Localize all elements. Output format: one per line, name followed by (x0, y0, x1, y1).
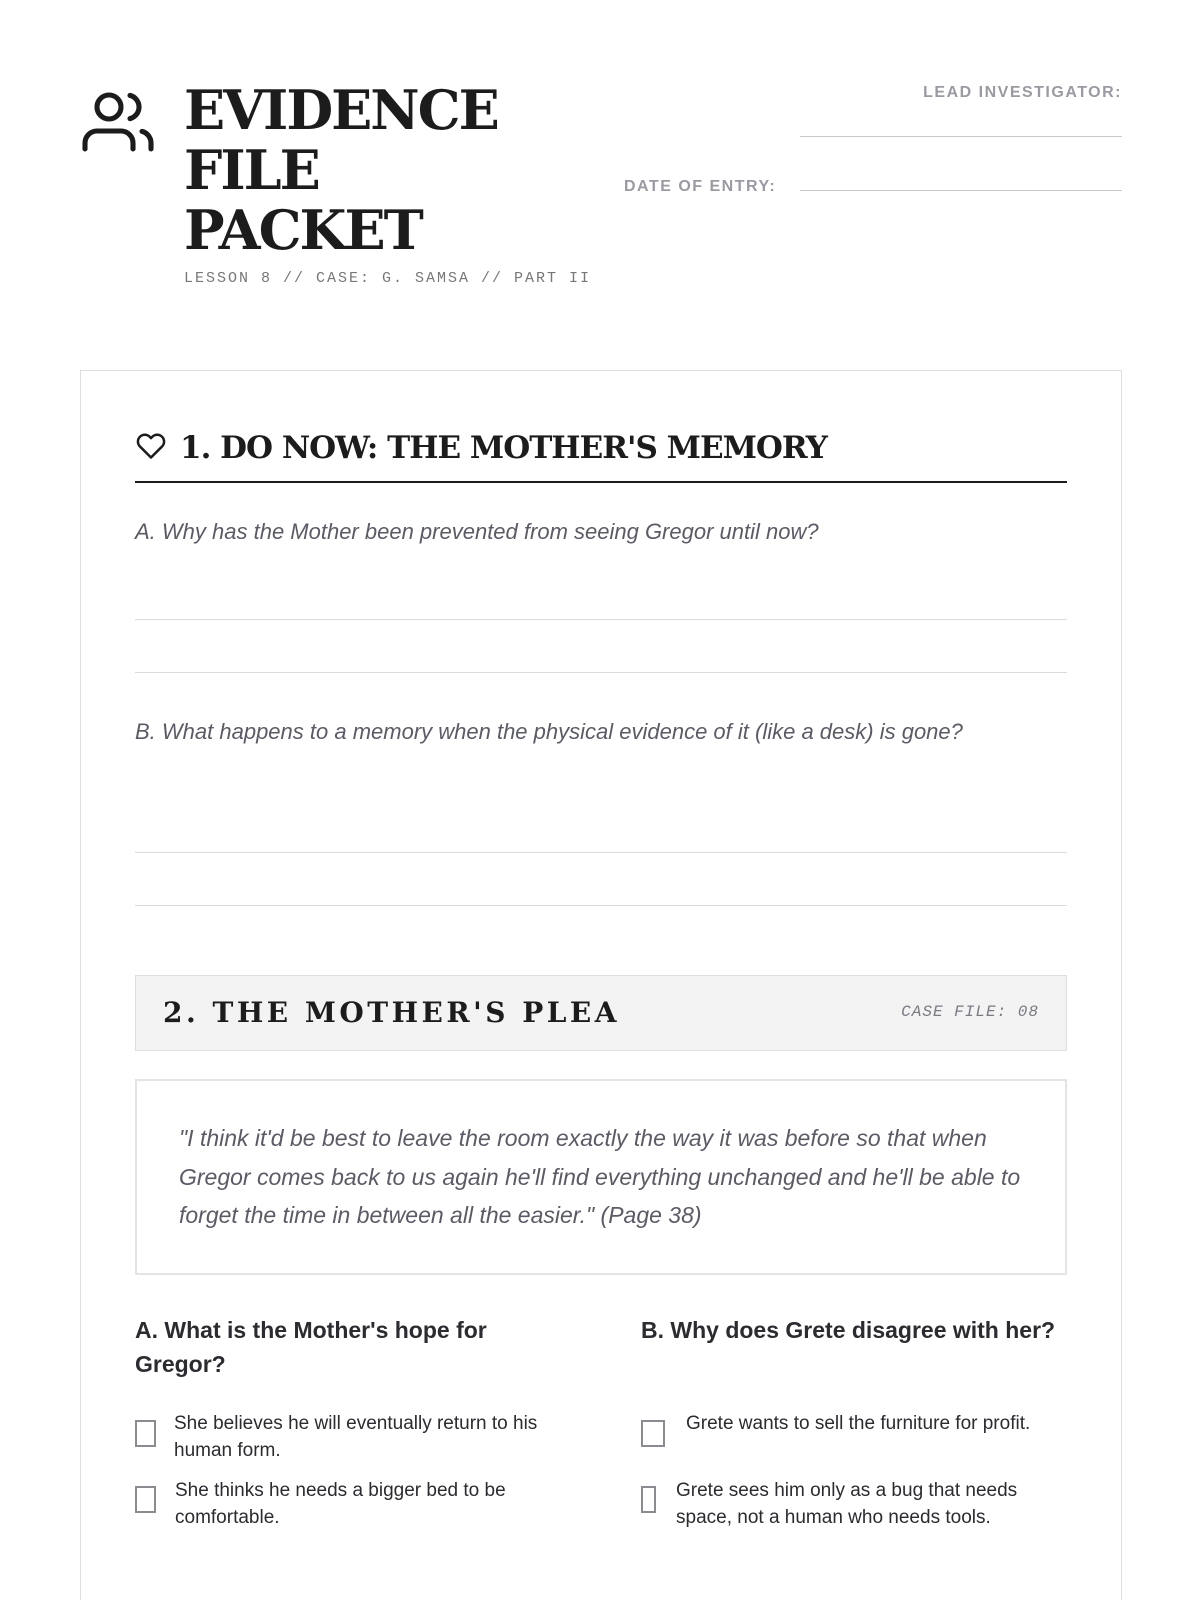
answer-line[interactable] (135, 672, 1067, 673)
checkbox[interactable] (135, 1486, 156, 1513)
section1-title: 1. DO NOW: THE MOTHER'S MEMORY (180, 430, 827, 466)
quote-box (135, 1079, 1067, 1275)
checkbox[interactable] (641, 1420, 665, 1447)
worksheet-card (80, 370, 1122, 1600)
answer-line[interactable] (135, 619, 1067, 620)
question-b-prompt: B. What happens to a memory when the physical evidence of it (like a desk) is gone? (135, 719, 963, 744)
answer-line[interactable] (135, 852, 1067, 853)
lesson-subtitle: LESSON 8 // CASE: G. SAMSA // PART II (184, 270, 592, 287)
question-a-prompt: A. Why has the Mother been prevented from seeing Gregor until now? (135, 519, 819, 544)
heart-icon (135, 431, 167, 461)
section2-question-a: A. What is the Mother's hope for Gregor? (135, 1317, 487, 1377)
date-of-entry-field[interactable] (800, 190, 1122, 191)
checkbox[interactable] (641, 1486, 656, 1513)
option-label: She believes he will eventually return to his human form. (174, 1413, 538, 1461)
checkbox[interactable] (135, 1420, 156, 1447)
mother-quote: "I think it'd be best to leave the room exactly the way it was before so that when Gregor comes back to us again he'll find everything unchanged and he'll be able to forget the time in between all the easier." (Page 38) (179, 1125, 1021, 1228)
section2-title: 2. THE MOTHER'S PLEA (163, 996, 620, 1029)
option-item[interactable] (135, 1411, 565, 1471)
date-of-entry-label: DATE OF ENTRY: (624, 178, 777, 195)
document-title-block (184, 80, 604, 291)
option-item[interactable] (135, 1478, 565, 1538)
option-item[interactable] (641, 1478, 1067, 1538)
section2-question-b: B. Why does Grete disagree with her? (641, 1317, 1056, 1343)
section2-header (135, 975, 1067, 1051)
lead-investigator-field[interactable] (800, 136, 1122, 137)
option-label: Grete wants to sell the furniture for profit. (686, 1413, 1031, 1434)
document-title-line: PACKET (184, 198, 422, 262)
lead-investigator-label: LEAD INVESTIGATOR: (923, 84, 1122, 101)
page-header (82, 80, 1122, 330)
users-icon (82, 86, 154, 158)
document-title-line: FILE (184, 138, 319, 202)
section1-header (135, 429, 1067, 483)
answer-line[interactable] (135, 905, 1067, 906)
option-label: She thinks he needs a bigger bed to be comfortable. (175, 1480, 506, 1528)
document-title-line: EVIDENCE (184, 78, 498, 142)
option-item[interactable] (641, 1411, 1067, 1471)
case-file-tag: CASE FILE: 08 (901, 1003, 1039, 1021)
option-label: Grete sees him only as a bug that needs space, not a human who needs tools. (676, 1480, 1018, 1528)
